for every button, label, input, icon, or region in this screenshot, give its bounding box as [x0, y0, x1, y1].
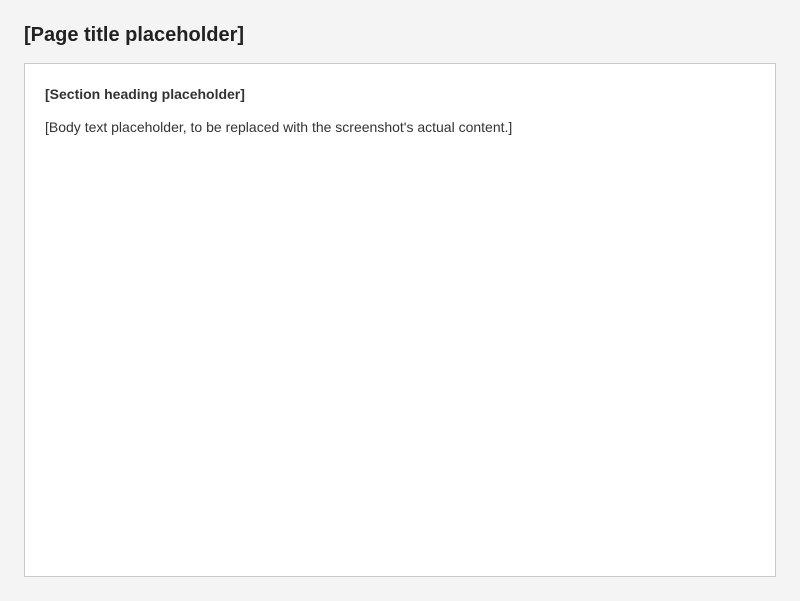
page-title: [Page title placeholder] — [24, 24, 245, 46]
body-text: [Body text placeholder, to be replaced with the screenshot's actual content.] — [45, 119, 513, 135]
content-panel — [24, 63, 776, 577]
section-heading: [Section heading placeholder] — [45, 86, 245, 102]
